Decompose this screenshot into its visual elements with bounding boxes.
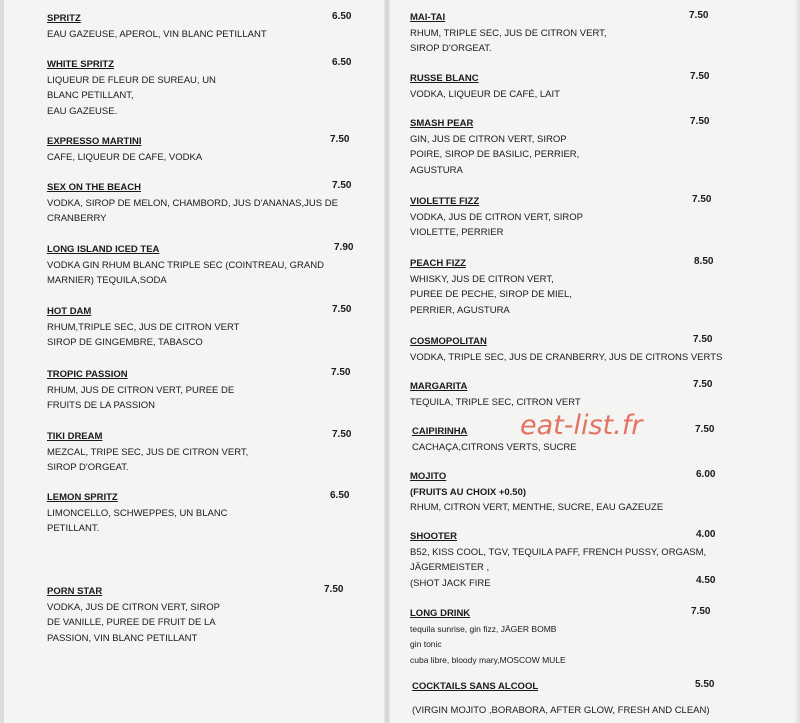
item-description: SIROP D'ORGEAT. — [410, 43, 492, 54]
item-price: 7.50 — [693, 334, 713, 345]
item-description: MARNIER) TEQUILA,SODA — [47, 275, 167, 286]
item-name: MARGARITA — [410, 381, 468, 392]
item-description: VODKA, SIROP DE MELON, CHAMBORD, JUS D'ANANAS,JUS DE — [47, 197, 338, 209]
page-edge-right — [794, 0, 800, 723]
item-description: RHUM, JUS DE CITRON VERT, PUREE DE — [47, 384, 235, 396]
item-name: SEX ON THE BEACH — [47, 182, 141, 193]
menu-item-cosmopolitan — [410, 334, 722, 365]
page-edge-left — [0, 0, 4, 723]
item-price: 6.00 — [696, 469, 716, 480]
menu-item-margarita — [410, 379, 581, 410]
item-description: SIROP DE GINGEMBRE, TABASCO — [47, 337, 203, 348]
item-description: RHUM, TRIPLE SEC, JUS DE CITRON VERT, — [410, 27, 607, 39]
item-name: MAI-TAI — [410, 12, 446, 23]
item-name: RUSSE BLANC — [410, 73, 479, 84]
item-name: COCKTAILS SANS ALCOOL — [412, 681, 539, 692]
menu-item-tiki-dream — [47, 429, 248, 476]
item-price: 7.50 — [695, 424, 715, 435]
watermark: eat-list.fr — [520, 410, 643, 441]
item-name: SHOOTER — [410, 531, 457, 542]
item-description: BLANC PETILLANT, — [47, 90, 134, 101]
menu-item-spritz — [47, 11, 267, 42]
menu-item-cocktails-sans-alcool — [412, 679, 710, 718]
item-description: JÄGERMEISTER , — [410, 562, 490, 573]
menu-item-smash-pear — [410, 116, 579, 178]
item-description: VODKA GIN RHUM BLANC TRIPLE SEC (COINTREAU, GRAND — [47, 259, 324, 271]
item-price: 8.50 — [694, 256, 714, 267]
item-description: EAU GAZEUSE, APEROL, VIN BLANC PETILLANT — [47, 28, 267, 40]
item-price: 7.50 — [689, 10, 709, 21]
column-divider — [384, 0, 390, 723]
item-price: 6.50 — [332, 57, 352, 68]
item-description: RHUM, CITRON VERT, MENTHE, SUCRE, EAU GAZEUZE — [410, 502, 664, 513]
item-name: LONG ISLAND ICED TEA — [47, 244, 160, 255]
menu-item-russe-blanc — [410, 71, 560, 102]
item-description: VIOLETTE, PERRIER — [410, 227, 504, 238]
menu-item-hot-dam — [47, 304, 240, 351]
item-description: VODKA, LIQUEUR DE CAFÉ, LAIT — [410, 88, 560, 100]
item-description: DE VANILLE, PUREE DE FRUIT DE LA — [47, 617, 216, 628]
item-description: CRANBERRY — [47, 213, 107, 224]
menu-item-mai-tai — [410, 10, 607, 57]
item-description: (VIRGIN MOJITO ,BORABORA, AFTER GLOW, FRESH AND CLEAN) — [412, 704, 710, 716]
item-name: LONG DRINK — [410, 608, 471, 619]
item-description: TEQUILA, TRIPLE SEC, CITRON VERT — [410, 396, 581, 408]
item-price: 7.50 — [690, 116, 710, 127]
item-description: SIROP D'ORGEAT. — [47, 462, 129, 473]
item-description: PETILLANT. — [47, 523, 100, 534]
item-price: 7.50 — [693, 379, 713, 390]
item-description: PUREE DE PECHE, SIROP DE MIEL, — [410, 289, 572, 300]
item-subtitle: (FRUITS AU CHOIX +0.50) — [410, 486, 527, 498]
item-description: CAFE, LIQUEUR DE CAFE, VODKA — [47, 151, 203, 163]
item-price: 4.00 — [696, 529, 716, 540]
item-name: MOJITO — [410, 471, 447, 482]
item-price: 5.50 — [695, 679, 715, 690]
item-description: RHUM,TRIPLE SEC, JUS DE CITRON VERT — [47, 321, 240, 333]
menu-item-expresso-martini — [47, 134, 202, 165]
menu-item-tropic-passion — [47, 367, 234, 414]
item-description: MEZCAL, TRIPE SEC, JUS DE CITRON VERT, — [47, 446, 249, 458]
item-name: LEMON SPRITZ — [47, 492, 118, 503]
item-price: 7.90 — [334, 242, 354, 253]
item-price: 7.50 — [331, 367, 351, 378]
item-price-secondary: 4.50 — [696, 575, 716, 586]
item-description: FRUITS DE LA PASSION — [47, 400, 156, 411]
item-description: gin tonic — [410, 639, 442, 649]
item-description: VODKA, JUS DE CITRON VERT, SIROP — [410, 211, 583, 223]
menu-item-mojito — [410, 469, 663, 516]
item-description: EAU GAZEUSE. — [47, 105, 118, 117]
item-price: 6.50 — [332, 11, 352, 22]
item-description: B52, KISS COOL, TGV, TEQUILA PAFF, FRENCH PUSSY, ORGASM, — [410, 546, 707, 558]
item-description: LIMONCELLO, SCHWEPPES, UN BLANC — [47, 507, 228, 519]
menu-item-porn-star — [47, 584, 220, 646]
item-name: SPRITZ — [47, 13, 81, 24]
menu-item-white-spritz — [47, 57, 216, 119]
item-name: CAIPIRINHA — [412, 426, 468, 437]
menu-item-lemon-spritz — [47, 490, 228, 537]
item-description: VODKA, JUS DE CITRON VERT, SIROP — [47, 601, 220, 613]
item-price: 7.50 — [332, 180, 352, 191]
item-price: 7.50 — [691, 606, 711, 617]
item-description: (SHOT JACK FIRE — [410, 577, 491, 589]
item-description: tequila sunrise, gin fizz, JÄGER BOMB — [410, 623, 557, 634]
item-price: 7.50 — [330, 134, 350, 145]
item-name: PORN STAR — [47, 586, 103, 597]
item-description: CACHAÇA,CITRONS VERTS, SUCRE — [412, 441, 577, 453]
item-name: SMASH PEAR — [410, 118, 474, 129]
item-description: PERRIER, AGUSTURA — [410, 304, 510, 316]
menu-item-long-drink — [410, 606, 566, 668]
menu-item-sex-on-the-beach — [47, 180, 338, 227]
item-name: VIOLETTE FIZZ — [410, 196, 480, 207]
item-price: 6.50 — [330, 490, 350, 501]
item-price: 7.50 — [690, 71, 710, 82]
item-description: cuba libre, bloody mary,MOSCOW MULE — [410, 654, 566, 665]
item-description: WHISKY, JUS DE CITRON VERT, — [410, 273, 554, 285]
item-description: PASSION, VIN BLANC PETILLANT — [47, 632, 198, 644]
menu-item-peach-fizz — [410, 256, 572, 318]
menu-item-violette-fizz — [410, 194, 583, 241]
item-name: COSMOPOLITAN — [410, 336, 487, 347]
item-name: TROPIC PASSION — [47, 369, 128, 380]
item-description: LIQUEUR DE FLEUR DE SUREAU, UN — [47, 74, 216, 86]
item-price: 7.50 — [332, 304, 352, 315]
item-description: GIN, JUS DE CITRON VERT, SIROP — [410, 133, 567, 145]
menu-item-shooter — [410, 529, 706, 591]
item-price: 7.50 — [332, 429, 352, 440]
item-price: 7.50 — [692, 194, 712, 205]
item-name: WHITE SPRITZ — [47, 59, 115, 70]
menu-item-long-island-iced-tea — [47, 242, 324, 289]
item-description: AGUSTURA — [410, 164, 463, 176]
item-price: 7.50 — [324, 584, 344, 595]
item-name: TIKI DREAM — [47, 431, 103, 442]
item-description: POIRE, SIROP DE BASILIC, PERRIER, — [410, 149, 580, 160]
item-name: PEACH FIZZ — [410, 258, 466, 269]
item-name: HOT DAM — [47, 306, 92, 317]
item-name: EXPRESSO MARTINI — [47, 136, 142, 147]
item-description: VODKA, TRIPLE SEC, JUS DE CRANBERRY, JUS DE CITRONS VERTS — [410, 351, 723, 363]
